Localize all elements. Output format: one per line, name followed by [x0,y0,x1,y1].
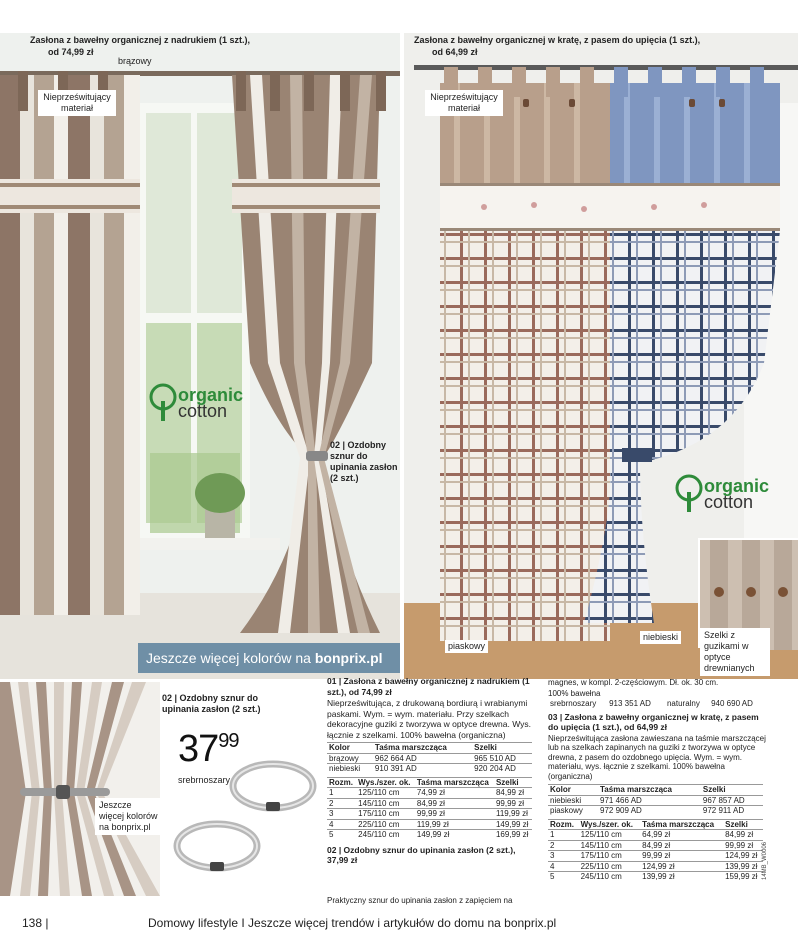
desc-01-color-table: Kolor Taśma marszcząca Szelki brązowy 962 664 AD 965 510 AD niebieski 910 391 AD 920 204 AD [327,742,532,774]
footer-text: Domowy lifestyle I Jeszcze więcej trendów i artykułów do domu na bonprix.pl [148,916,557,930]
more-colors-tag: Jeszcze więcej kolorów na bonprix.pl [95,798,163,835]
more-colors-banner[interactable]: Jeszcze więcej kolorów na bonprix.pl [138,643,400,673]
organic-cotton-badge-left [148,383,243,423]
photo-striped-curtains [0,33,400,679]
product-03-price-line: od 64,99 zł [432,47,478,57]
organic-word-2: organic [704,476,770,496]
product-02-block [162,693,312,715]
feature-tag-opaque-01: Nieprześwitujący materiał [38,90,116,116]
catalog-code: 14MB_W0006 [762,841,768,880]
cotton-word-2: cotton [704,492,754,512]
desc-01-heading: 01 | Zasłona z bawełny organicznej z nadrukiem (1 szt.), od 74,99 zł [327,676,530,697]
description-02-03 [548,678,766,882]
description-01 [327,676,539,866]
product-01-color-label: brązowy [118,56,152,66]
product-01-headline [30,35,330,46]
product-01-price-line: od 74,99 zł [48,47,94,57]
feature-tag-opaque-03: Nieprześwitujący materiał [425,90,503,116]
ring-illustration [170,756,320,881]
desc-03-color-table: Kolor Taśma marszcząca Szelki niebieski 971 466 AD 967 857 AD piaskowy 972 909 AD 972 911 AD [548,784,763,816]
desc-02-codes: srebrnoszary 913 351 AD naturalny 940 690 AD [550,699,753,708]
photo-check-curtains [404,33,798,679]
desc-03-text: Nieprześwitująca zasłona zawieszana na taśmie marszczącej lub na szelkach zapinanych na guziki z tworzywa w optyce drewna, z pasem do ozdobnego upięcia. Wym. = wym. materiału, wys. łącznie z szelkami. 100% bawełna (organiczna) [548,733,766,781]
organic-word: organic [178,385,244,405]
organic-leaf-icon [148,383,178,423]
product-02-color: srebrnoszary [178,775,231,785]
striped-curtain-illustration [0,33,400,679]
desc-03-size-table: Rozm. Wys./szer. ok. Taśma marszcząca Szelki 1 125/110 cm 64,99 zł 84,99 zł 2 145/110 cm 84,99 zł 99,99 zł 3 175/110 cm 99,99 zł 124,99 zł 4 225/110 cm 124,99 zł 139,99 zł 5 245/110 cm 139,99 zł 159,99 zł [548,819,763,882]
color-label-niebieski: niebieski [640,631,681,644]
tie-label-02: 02 | Ozdobny sznur do upinania zasłon (2 szt.) [330,440,398,483]
organic-cotton-badge-right [674,474,769,514]
product-02-price: $37^{99}$ [178,728,239,770]
product-01-title: Zasłona z bawełny organicznej z nadrukiem (1 szt.), [30,35,251,45]
color-label-piaskowy: piaskowy [445,640,488,653]
tieback-illustration [0,682,160,896]
organic-leaf-icon-2 [674,474,704,514]
product-02-title: 02 | Ozdobny sznur do upinania zasłon (2 szt.) [162,693,261,714]
desc-02-text: Praktyczny sznur do upinania zasłon z zapięciem na [327,896,513,905]
desc-03-heading: 03 | Zasłona z bawełny organicznej w kratę, z pasem do upięcia (1 szt.), od 64,99 zł [548,711,759,732]
rope-rings-icon [170,756,320,881]
photo-tieback-curtain [0,682,160,896]
desc-02-heading: 02 | Ozdobny sznur do upinania zasłon (2 szt.), 37,99 zł [327,844,516,865]
product-03-headline [414,35,754,46]
product-03-title: Zasłona z bawełny organicznej w kratę, z pasem do upięcia (1 szt.), [414,35,701,45]
desc-01-text: Nieprześwitująca, z drukowaną bordiurą i wrabianymi paskami. Wym. = wym. materiału. Przy szelkach dekoracyjne guziki z tworzywa w optyce drewna. Wys. łącznie z szelkami. 100% bawełna (organiczna) [327,698,531,740]
desc-02-text-cont: magnes, w kompl. 2-częściowym. Dł. ok. 30 cm. 100% bawełna [548,678,719,698]
page-number: 138 | [22,916,49,930]
cotton-word: cotton [178,401,228,421]
button-note-tag: Szelki z guzikami w optyce drewnianych [700,628,770,676]
desc-01-size-table: Rozm. Wys./szer. ok. Taśma marszcząca Szelki 1 125/110 cm 74,99 zł 84,99 zł 2 145/110 cm 84,99 zł 99,99 zł 3 175/110 cm 99,99 zł 119,99 zł 4 225/110 cm 119,99 zł 149,99 zł 5 245/110 cm 149,99 zł 169,99 zł [327,777,532,840]
